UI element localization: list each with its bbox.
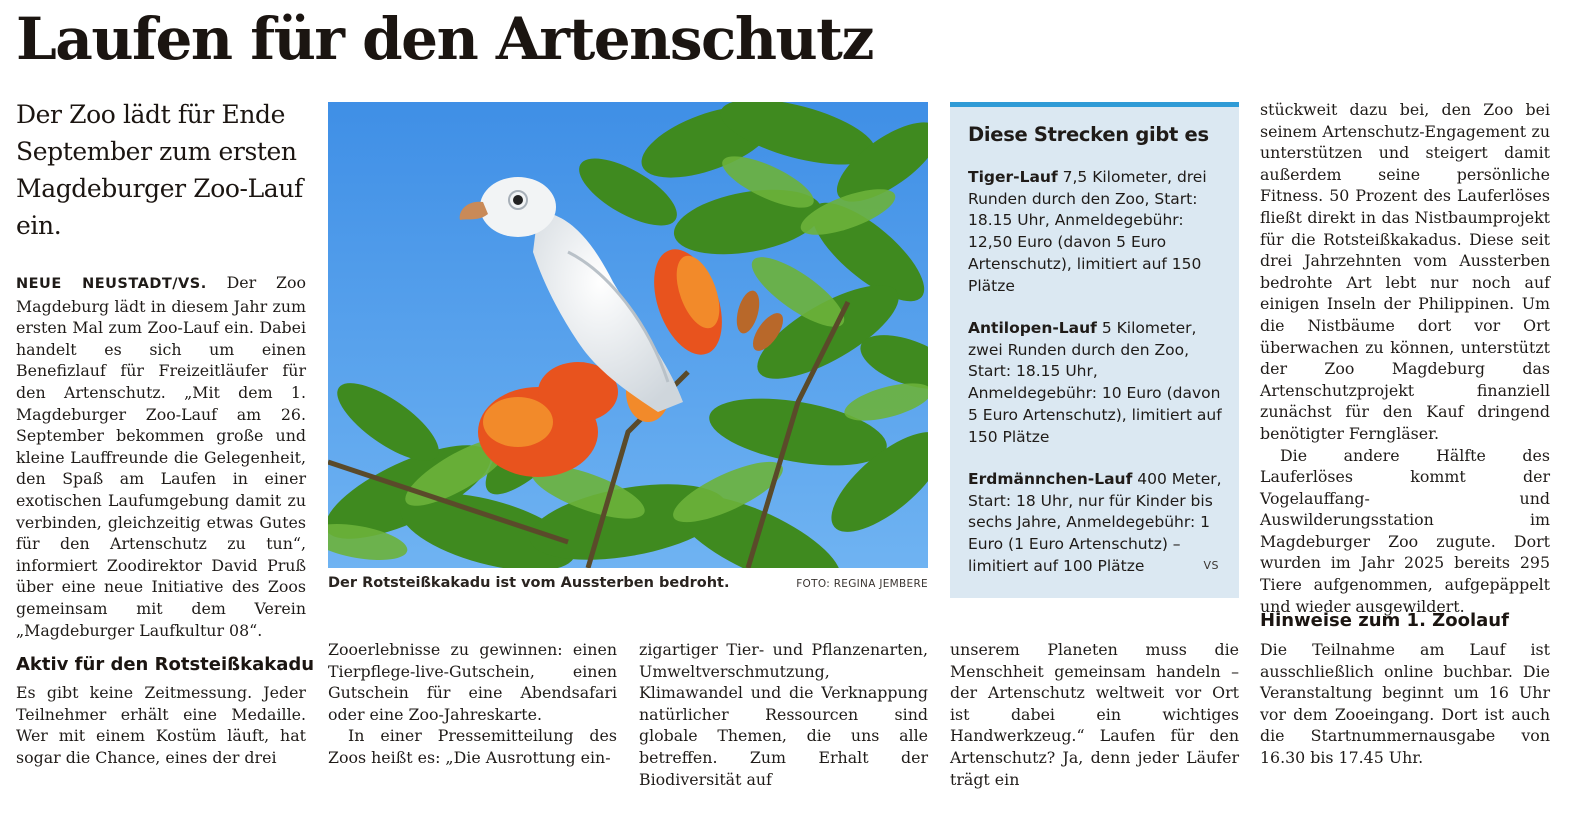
caption-text: Der Rotsteißkakadu ist vom Aussterben bedroht. [328,575,730,591]
col5-bottom-text: Die Teilnahme am Lauf ist ausschließlich online buchbar. Die Veranstaltung beginnt um 16 Uhr vor dem Zooeingang. Dort ist auch die Startnummernausgabe von 16.30 bis 17.45 Uhr. [1260,640,1550,767]
section-heading-hinweise: Hinweise zum 1. Zoolauf [1260,610,1509,631]
subtitle: Der Zoo lädt für Ende September zum ersten Magdeburger Zoo-Lauf ein. [16,100,303,240]
section-heading-rotsteisskakadu: Aktiv für den Rotsteißkakadu [16,654,315,675]
routes-infobox [950,102,1239,598]
route-details: 7,5 Kilometer, drei Runden durch den Zoo, Start: 18.15 Uhr, Anmeldegebühr: 12,50 Euro (davon 5 Euro Artenschutz), limitiert auf 150 Plätze [968,168,1207,295]
headline: Laufen für den Artenschutz [16,5,873,73]
route-details: 400 Meter, Start: 18 Uhr, nur für Kinder bis sechs Jahre, Anmeldegebühr: 1 Euro (1 Euro Artenschutz) – limitiert auf 100 Plätze [968,470,1222,575]
route-erdmaennchen [968,469,1230,578]
intro-text: Der Zoo Magdeburg lädt in diesem Jahr zum ersten Mal zum Zoo-Lauf ein. Dabei handelt es sich um einen Benefizlauf für Freizeitläufer für den Artenschutz. „Mit dem 1. Magdeburger Zoo-Lauf am 26. September bekommen große und kleine Lauffreunde die Gelegenheit, den Spaß am Laufen in einer exotischen Laufumgebung damit zu verbinden, gleichzeitig etwas Gutes für den Artenschutz zu tun“, informiert Zoodirektor David Pruß über eine neue Initiative des Zoos gemeinsam mit dem Verein „Magdeburger Laufkultur 08“. [16,273,306,640]
column-3 [639,639,928,790]
route-details: 5 Kilometer, zwei Runden durch den Zoo, Start: 18.15 Uhr, Anmeldegebühr: 10 Euro (davon 5 Euro Artenschutz), limitiert auf 150 Plätze [968,319,1222,446]
col2-paragraph-1: Zooerlebnisse zu gewinnen: einen Tierpflege-live-Gutschein, einen Gutschein für eine Abendsafari oder eine Zoo-Jahreskarte. [328,640,617,724]
column-5 [1260,99,1550,617]
col5-paragraph-2: Die andere Hälfte des Lauferlöses kommt der Vogelauffang- und Auswilderungsstation im Magdeburger Zoo zugute. Dort wurden im Jahr 2025 bereits 295 Tiere aufgenommen, aufgepäppelt und wieder ausgewildert. [1260,445,1550,616]
infobox-signature: VS [1203,559,1219,572]
infobox-title: Diese Strecken gibt es [968,123,1209,146]
col5-paragraph-1: stückweit dazu bei, den Zoo bei seinem Artenschutz-Engagement zu unterstützen und steigert damit außerdem seine persönliche Fitness. 50 Prozent des Lauferlöses fließt direkt in das Nistbaumprojekt für die Rotsteißkakadus. Diese seit drei Jahrzehnten vom Aussterben bedrohte Art lebt nur noch auf einigen Inseln der Philippinen. Um die Nistbäume dort vor Ort überwachen zu können, unterstützt der Zoo Magdeburg das Artenschutzprojekt finanziell zunächst für den Kauf dringend benötigter Ferngläser. [1260,100,1550,443]
column-2 [328,639,617,769]
cockatoo-photo [328,102,928,568]
photo-caption [328,575,928,597]
col3-text: zigartiger Tier- und Pflanzenarten, Umweltverschmutzung, Klimawandel und die Verknappung natürlicher Ressourcen sind globale Themen, die uns alle betreffen. Zum Erhalt der Biodiversität auf [639,640,928,789]
route-name: Tiger-Lauf [968,168,1058,186]
column-5-bottom [1260,639,1550,769]
route-name: Erdmännchen-Lauf [968,470,1133,488]
column-1-bottom [16,682,306,768]
column-4 [950,639,1239,790]
route-name: Antilopen-Lauf [968,319,1097,337]
col4-text: unserem Planeten muss die Menschheit gemeinsam handeln – der Artenschutz weltweit vor Ort ist dabei ein wichtiges Handwerkzeug.“ Laufen für den Artenschutz? Ja, denn jeder Läufer trägt ein [950,640,1239,789]
cockatoo-illustration [328,102,928,568]
col1-bottom-text: Es gibt keine Zeitmessung. Jeder Teilnehmer erhält eine Medaille. Wer mit einem Kostüm läuft, hat sogar die Chance, eines der drei [16,683,306,767]
photo-credit: FOTO: REGINA JEMBERE [796,578,928,590]
col2-paragraph-2: In einer Pressemitteilung des Zoos heißt es: „Die Ausrottung ein- [328,726,617,767]
route-antilopen [968,318,1230,448]
dateline: NEUE NEUSTADT/VS. [16,276,207,292]
route-tiger [968,167,1230,297]
intro-paragraph [16,272,306,641]
